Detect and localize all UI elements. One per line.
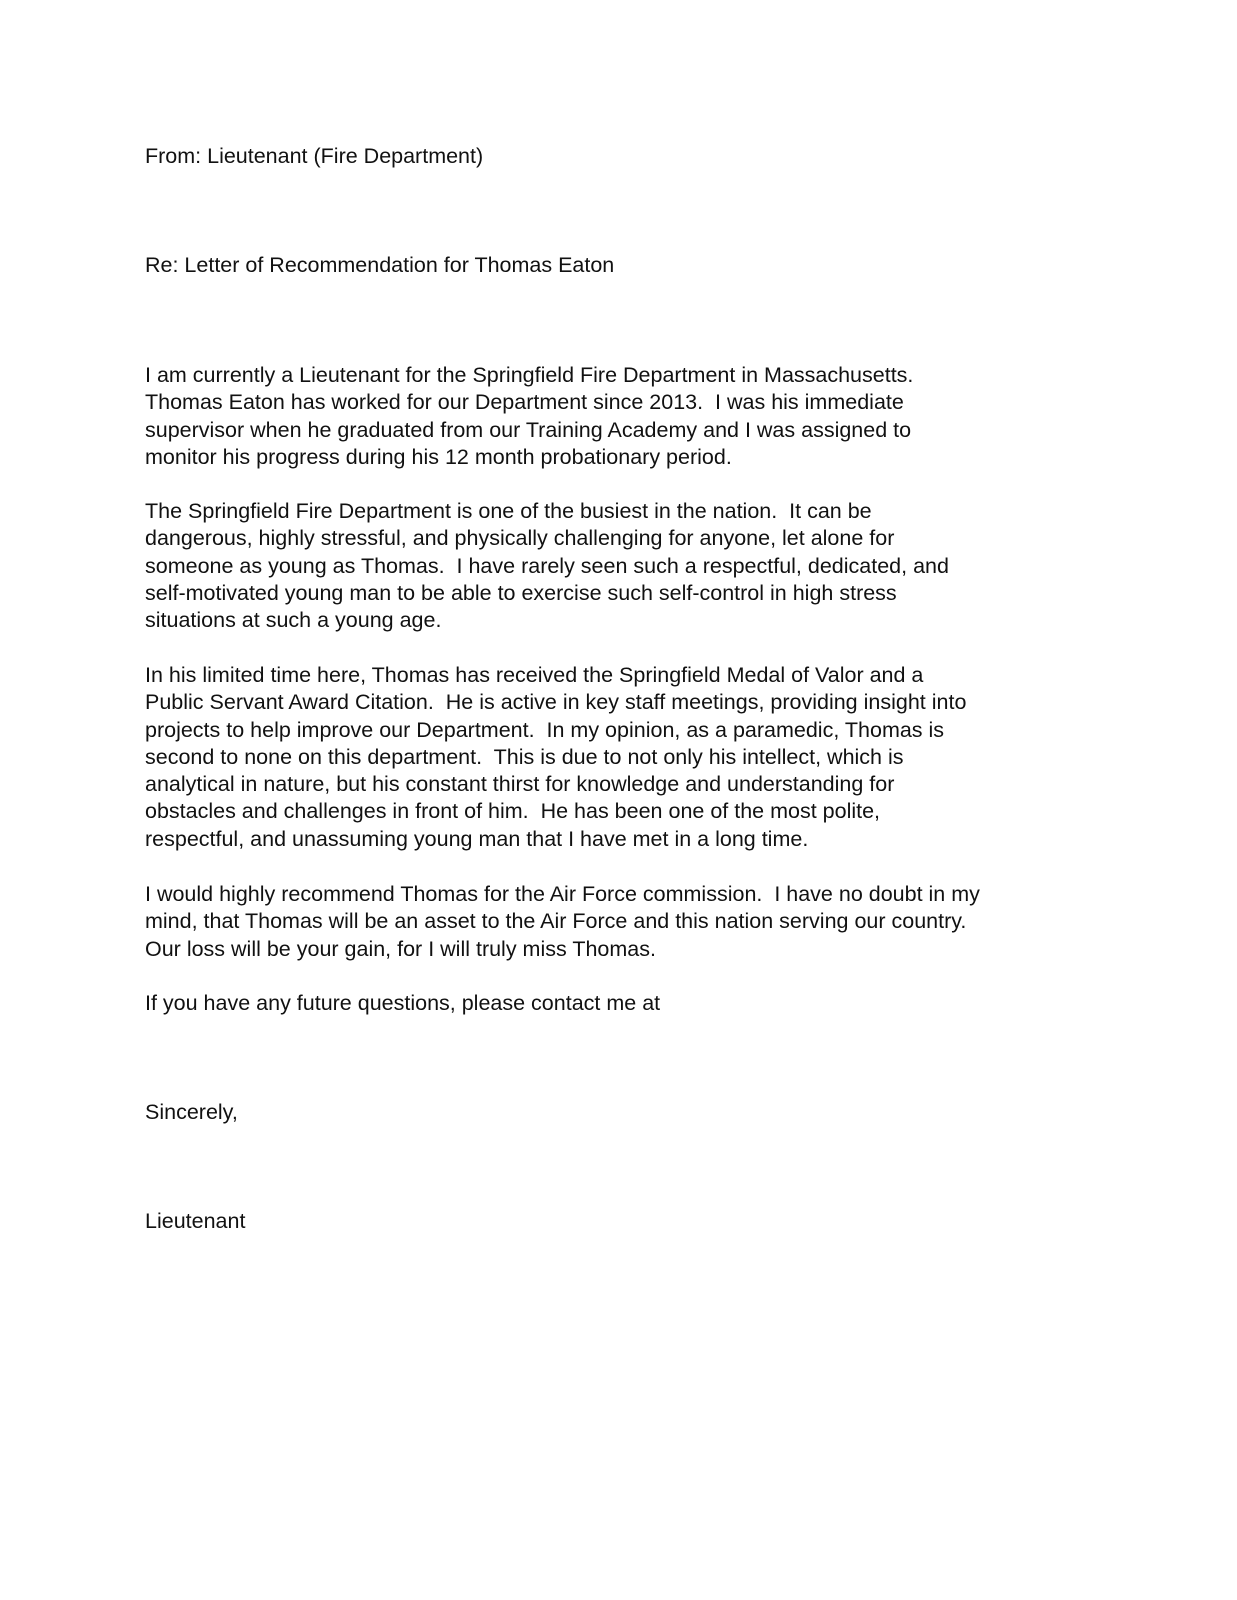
- paragraph-line: situations at such a young age.: [145, 608, 442, 633]
- paragraph-achievements: [145, 662, 1105, 853]
- paragraph-line: obstacles and challenges in front of him. He has been one of the most polite,: [145, 799, 881, 824]
- paragraph-line: analytical in nature, but his constant thirst for knowledge and understanding for: [145, 772, 895, 797]
- closing: Sincerely,: [145, 1100, 238, 1124]
- paragraph-line: monitor his progress during his 12 month probationary period.: [145, 444, 732, 469]
- paragraph-recommendation: [145, 881, 1105, 963]
- paragraph-line: someone as young as Thomas. I have rarely seen such a respectful, dedicated, and: [145, 553, 949, 578]
- paragraph-intro: [145, 362, 1105, 471]
- paragraph-line: supervisor when he graduated from our Training Academy and I was assigned to: [145, 417, 912, 442]
- subject-line: Re: Letter of Recommendation for Thomas Eaton: [145, 253, 615, 277]
- paragraph-line: The Springfield Fire Department is one of the busiest in the nation. It can be: [145, 499, 872, 523]
- from-line: From: Lieutenant (Fire Department): [145, 144, 484, 168]
- paragraph-line: projects to help improve our Department. In my opinion, as a paramedic, Thomas is: [145, 717, 945, 742]
- paragraph-line: I am currently a Lieutenant for the Springfield Fire Department in Massachusetts.: [145, 363, 914, 387]
- contact-line: If you have any future questions, please contact me at: [145, 991, 661, 1015]
- paragraph-line: self-motivated young man to be able to exercise such self-control in high stress: [145, 580, 897, 605]
- signature: Lieutenant: [145, 1209, 246, 1233]
- paragraph-line: second to none on this department. This is due to not only his intellect, which is: [145, 744, 904, 769]
- paragraph-line: mind, that Thomas will be an asset to the Air Force and this nation serving our country.: [145, 909, 967, 934]
- paragraph-line: Our loss will be your gain, for I will truly miss Thomas.: [145, 936, 656, 961]
- paragraph-line: In his limited time here, Thomas has received the Springfield Medal of Valor and a: [145, 663, 924, 687]
- paragraph-line: respectful, and unassuming young man that I have met in a long time.: [145, 826, 809, 851]
- paragraph-line: Public Servant Award Citation. He is active in key staff meetings, providing insight into: [145, 690, 967, 715]
- paragraph-department: [145, 498, 1105, 634]
- paragraph-line: I would highly recommend Thomas for the Air Force commission. I have no doubt in my: [145, 882, 980, 906]
- paragraph-line: Thomas Eaton has worked for our Department since 2013. I was his immediate: [145, 390, 904, 415]
- paragraph-line: dangerous, highly stressful, and physically challenging for anyone, let alone for: [145, 526, 895, 551]
